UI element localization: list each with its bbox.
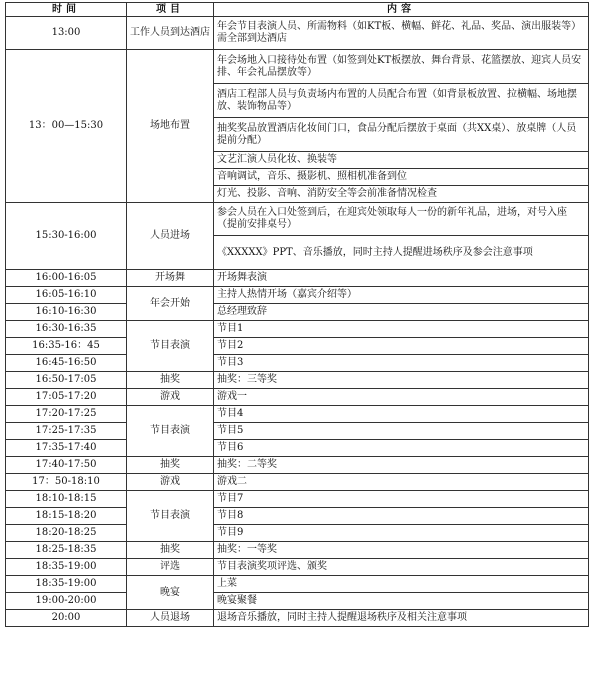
- content-cell: 《XXXXX》PPT、音乐播放，同时主持人提醒进场秩序及参会注意事项: [214, 236, 589, 270]
- content-cell: 节目6: [214, 440, 589, 457]
- table-row: [6, 304, 589, 321]
- time-cell: 18:10-18:15: [6, 491, 127, 508]
- table-row: [6, 525, 589, 542]
- content-cell: 游戏二: [214, 474, 589, 491]
- content-cell: 灯光、投影、音响、消防安全等会前准备情况检查: [214, 186, 589, 203]
- table-row: [6, 559, 589, 576]
- header-item: 项目: [127, 3, 214, 17]
- time-cell: 19:00-20:00: [6, 593, 127, 610]
- item-cell: 人员进场: [127, 203, 214, 270]
- time-cell: 16:10-16:30: [6, 304, 127, 321]
- table-row: [6, 440, 589, 457]
- content-cell: 年会场地入口接待处布置（如签到处KT板摆放、舞台背景、花篮摆放、迎宾人员安排、年会礼品摆放等）: [214, 50, 589, 84]
- content-cell: 年会节目表演人员、所需物料（如KT板、横幅、鲜花、礼品、奖品、演出服装等）需全部到达酒店: [214, 17, 589, 50]
- schedule-document: [5, 2, 589, 627]
- table-row: [6, 203, 589, 236]
- time-cell: 16:00-16:05: [6, 270, 127, 287]
- content-cell: 酒店工程部人员与负责场内布置的人员配合布置（如背景板放置、拉横幅、场地摆放、装饰物品等）: [214, 84, 589, 118]
- table-row: [6, 321, 589, 338]
- header-row: [6, 3, 589, 17]
- time-cell: 17:35-17:40: [6, 440, 127, 457]
- content-cell: 节目3: [214, 355, 589, 372]
- table-row: [6, 270, 589, 287]
- time-cell: 18:25-18:35: [6, 542, 127, 559]
- table-row: [6, 457, 589, 474]
- time-cell: 17:40-17:50: [6, 457, 127, 474]
- time-cell: 16:50-17:05: [6, 372, 127, 389]
- content-cell: 晚宴聚餐: [214, 593, 589, 610]
- content-cell: 抽奖奖品放置酒店化妆间门口，食品分配后摆放于桌面（共XX桌）、放桌牌（人员提前分配）: [214, 118, 589, 152]
- time-cell: 17:20-17:25: [6, 406, 127, 423]
- table-row: [6, 50, 589, 84]
- item-cell: 抽奖: [127, 372, 214, 389]
- table-row: [6, 423, 589, 440]
- content-cell: 游戏一: [214, 389, 589, 406]
- time-cell: 13:00: [6, 17, 127, 50]
- table-row: [6, 491, 589, 508]
- content-cell: 音响调试，音乐、摄影机、照相机准备到位: [214, 169, 589, 186]
- time-cell: 18:35-19:00: [6, 576, 127, 593]
- content-cell: 总经理致辞: [214, 304, 589, 321]
- content-cell: 上菜: [214, 576, 589, 593]
- time-cell: 17:05-17:20: [6, 389, 127, 406]
- time-cell: 20:00: [6, 610, 127, 627]
- content-cell: 节目4: [214, 406, 589, 423]
- content-cell: 节目1: [214, 321, 589, 338]
- header-time: 时间: [6, 3, 127, 17]
- item-cell: 节目表演: [127, 406, 214, 457]
- content-cell: 退场音乐播放，同时主持人提醒退场秩序及相关注意事项: [214, 610, 589, 627]
- table-row: [6, 287, 589, 304]
- time-cell: 16:30-16:35: [6, 321, 127, 338]
- content-cell: 节目7: [214, 491, 589, 508]
- item-cell: 抽奖: [127, 457, 214, 474]
- table-row: [6, 610, 589, 627]
- table-row: [6, 576, 589, 593]
- time-cell: 16:45-16:50: [6, 355, 127, 372]
- table-row: [6, 372, 589, 389]
- time-cell: 18:20-18:25: [6, 525, 127, 542]
- header-content: 内容: [214, 3, 589, 17]
- time-cell: 16:35-16：45: [6, 338, 127, 355]
- content-cell: 节目表演奖项评选、颁奖: [214, 559, 589, 576]
- time-cell: 17:25-17:35: [6, 423, 127, 440]
- content-cell: 节目5: [214, 423, 589, 440]
- time-cell: 18:15-18:20: [6, 508, 127, 525]
- item-cell: 工作人员到达酒店: [127, 17, 214, 50]
- table-row: [6, 338, 589, 355]
- content-cell: 主持人热情开场（嘉宾介绍等）: [214, 287, 589, 304]
- table-row: [6, 406, 589, 423]
- table-row: [6, 508, 589, 525]
- table-row: [6, 17, 589, 50]
- time-cell: 15:30-16:00: [6, 203, 127, 270]
- item-cell: 年会开始: [127, 287, 214, 321]
- table-row: [6, 542, 589, 559]
- item-cell: 节目表演: [127, 491, 214, 542]
- item-cell: 节目表演: [127, 321, 214, 372]
- content-cell: 文艺汇演人员化妆、换装等: [214, 152, 589, 169]
- item-cell: 开场舞: [127, 270, 214, 287]
- content-cell: 节目8: [214, 508, 589, 525]
- table-row: [6, 389, 589, 406]
- content-cell: 开场舞表演: [214, 270, 589, 287]
- table-row: [6, 593, 589, 610]
- time-cell: 13：00—15:30: [6, 50, 127, 203]
- content-cell: 节目9: [214, 525, 589, 542]
- time-cell: 17：50-18:10: [6, 474, 127, 491]
- content-cell: 抽奖：三等奖: [214, 372, 589, 389]
- content-cell: 抽奖：二等奖: [214, 457, 589, 474]
- table-row: [6, 355, 589, 372]
- item-cell: 游戏: [127, 474, 214, 491]
- item-cell: 晚宴: [127, 576, 214, 610]
- item-cell: 人员退场: [127, 610, 214, 627]
- item-cell: 游戏: [127, 389, 214, 406]
- time-cell: 16:05-16:10: [6, 287, 127, 304]
- item-cell: 抽奖: [127, 542, 214, 559]
- schedule-table: [5, 2, 589, 627]
- time-cell: 18:35-19:00: [6, 559, 127, 576]
- content-cell: 参会人员在入口处签到后，在迎宾处领取每人一份的新年礼品，进场，对号入座（提前安排桌号）: [214, 203, 589, 236]
- content-cell: 抽奖：一等奖: [214, 542, 589, 559]
- item-cell: 评选: [127, 559, 214, 576]
- item-cell: 场地布置: [127, 50, 214, 203]
- content-cell: 节目2: [214, 338, 589, 355]
- table-row: [6, 474, 589, 491]
